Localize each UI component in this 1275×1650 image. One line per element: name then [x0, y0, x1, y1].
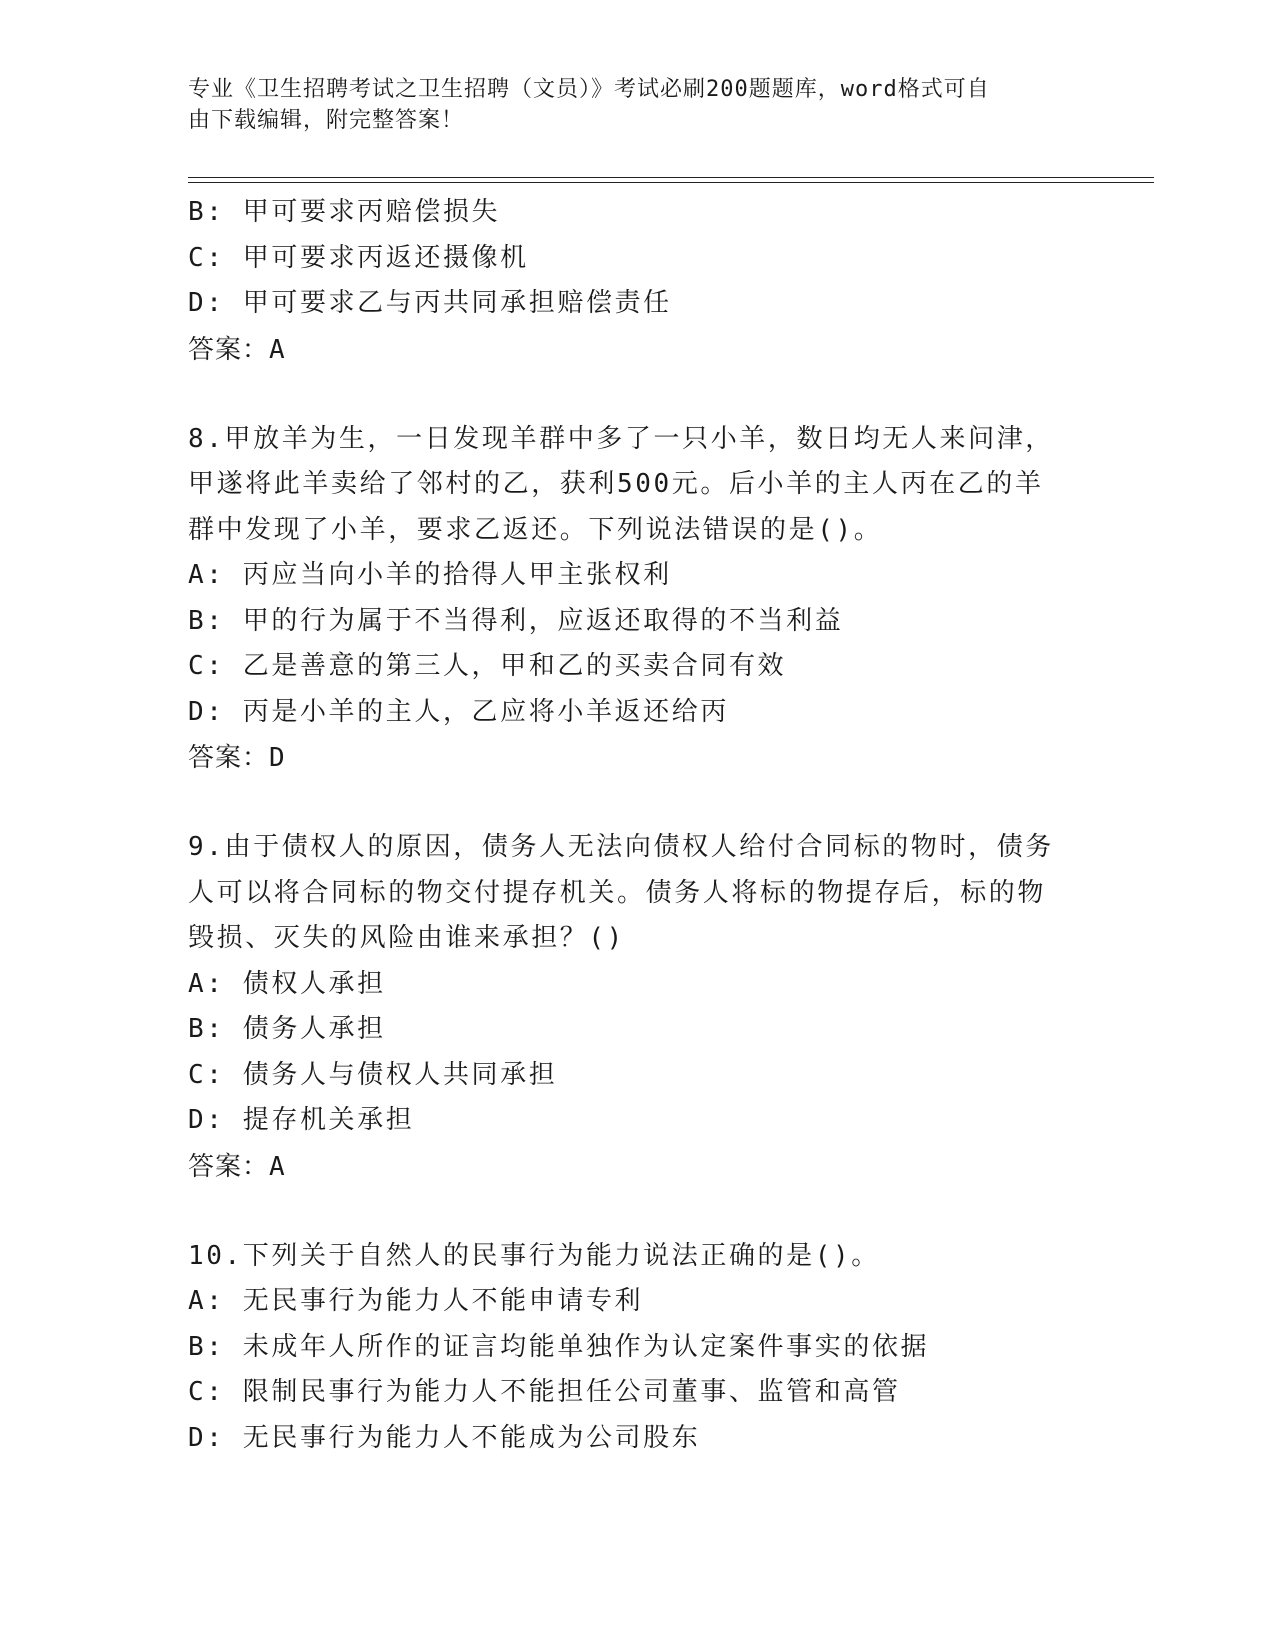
- option-d: D: 甲可要求乙与丙共同承担赔偿责任: [188, 288, 672, 318]
- answer-line: [188, 1144, 1088, 1190]
- question-8: [188, 417, 1088, 782]
- option-a: A: 无民事行为能力人不能申请专利: [188, 1286, 644, 1316]
- option-d: D: 提存机关承担: [188, 1105, 415, 1135]
- option-c: C: 限制民事行为能力人不能担任公司董事、监管和高管: [188, 1377, 901, 1407]
- answer-label: 答案：: [188, 334, 270, 365]
- question-stem-line: 9.由于债权人的原因，债务人无法向债权人给付合同标的物时，债务: [188, 832, 1054, 862]
- option-c: C: 乙是善意的第三人，甲和乙的买卖合同有效: [188, 651, 787, 681]
- question-9: [188, 825, 1088, 1190]
- option-b: B: 甲可要求丙赔偿损失: [188, 197, 501, 227]
- document-header: [188, 74, 1068, 136]
- question-stem-line: 8.甲放羊为生，一日发现羊群中多了一只小羊，数日均无人来问津，: [188, 423, 1054, 454]
- question-spacer: [188, 1190, 1088, 1234]
- option-b: B: 未成年人所作的证言均能单独作为认定案件事实的依据: [188, 1331, 930, 1362]
- question-stem-line: 毁损、灭失的风险由谁来承担？(): [188, 923, 625, 953]
- option-a: A: 丙应当向小羊的拾得人甲主张权利: [188, 560, 672, 590]
- header-line-2: 由下载编辑，附完整答案！: [188, 108, 465, 133]
- answer-label: 答案：: [188, 1151, 270, 1182]
- question-list: [188, 190, 1088, 1461]
- option-b: B: 甲的行为属于不当得利，应返还取得的不当利益: [188, 605, 844, 636]
- question-stem-line: 甲遂将此羊卖给了邻村的乙，获利500元。后小羊的主人丙在乙的羊: [188, 469, 1044, 499]
- question-stem-line: 10.下列关于自然人的民事行为能力说法正确的是()。: [188, 1240, 880, 1271]
- question-spacer: [188, 781, 1088, 825]
- answer-value: D: [269, 743, 286, 773]
- option-d: D: 无民事行为能力人不能成为公司股东: [188, 1422, 701, 1453]
- option-c: C: 债务人与债权人共同承担: [188, 1059, 558, 1090]
- question-10: [188, 1234, 1088, 1462]
- answer-line: [188, 735, 1088, 781]
- question-spacer: [188, 373, 1088, 417]
- question-stem-line: 群中发现了小羊，要求乙返还。下列说法错误的是()。: [188, 514, 883, 545]
- answer-line: [188, 327, 1088, 373]
- option-c: C: 甲可要求丙返还摄像机: [188, 242, 529, 273]
- option-b: B: 债务人承担: [188, 1014, 386, 1044]
- header-line-1: 专业《卫生招聘考试之卫生招聘（文员）》考试必刷200题题库，word格式可自: [188, 77, 990, 102]
- question-7-continued: [188, 190, 1088, 373]
- answer-label: 答案：: [188, 743, 270, 773]
- header-rule-bottom: [188, 182, 1154, 183]
- answer-value: A: [269, 334, 286, 365]
- answer-value: A: [269, 1151, 286, 1182]
- question-stem-line: 人可以将合同标的物交付提存机关。债务人将标的物提存后，标的物: [188, 877, 1047, 908]
- option-d: D: 丙是小羊的主人，乙应将小羊返还给丙: [188, 696, 729, 727]
- option-a: A: 债权人承担: [188, 968, 386, 999]
- header-rule-top: [188, 177, 1154, 178]
